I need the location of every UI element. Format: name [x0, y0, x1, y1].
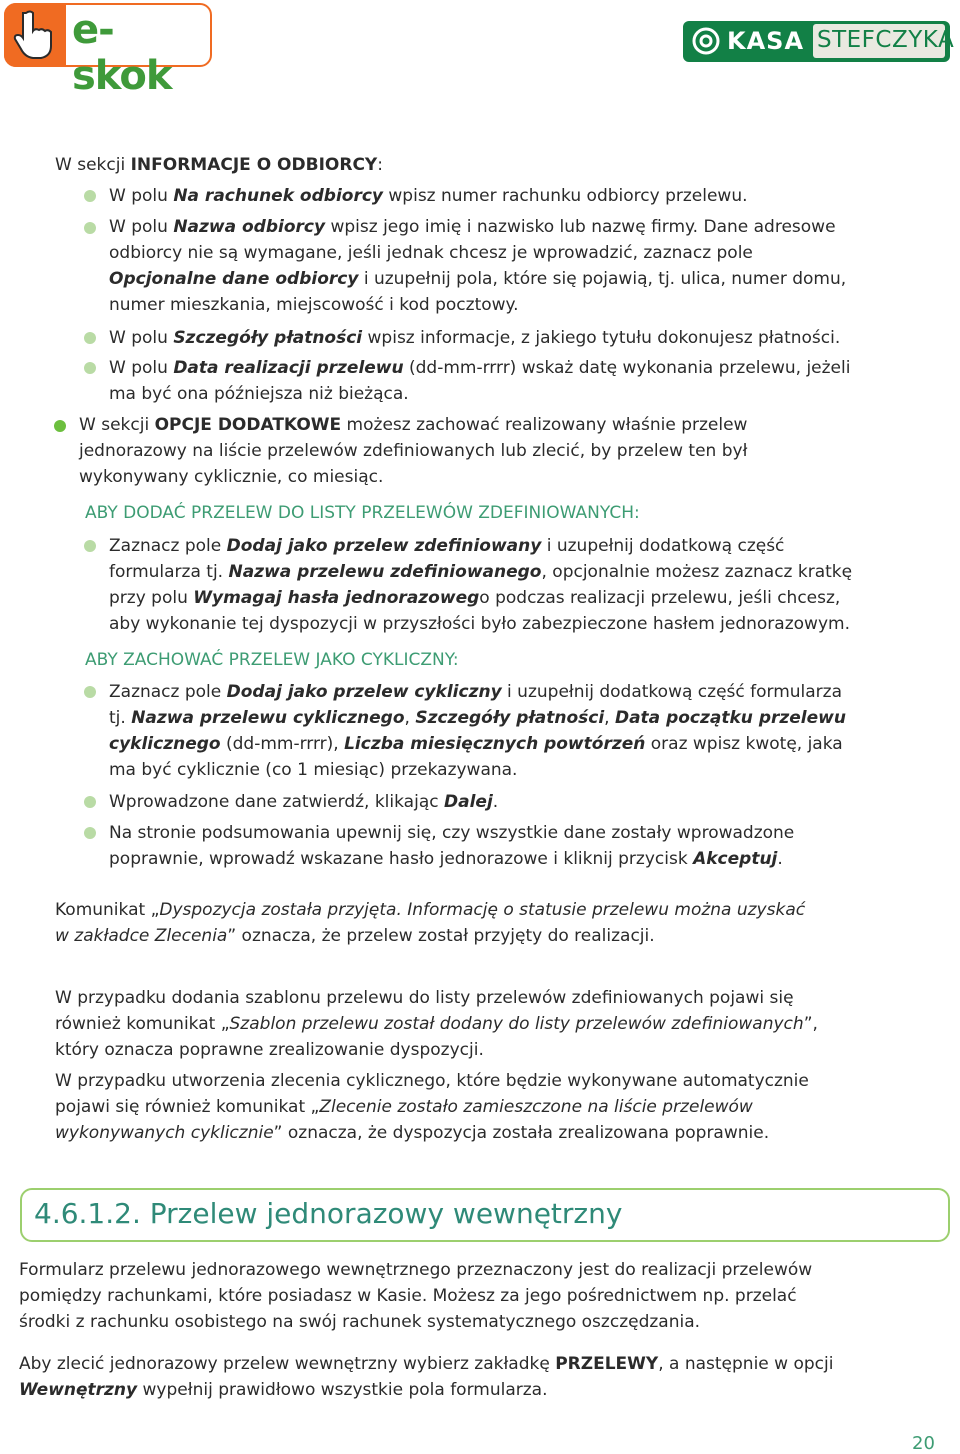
bullet-icon	[54, 420, 66, 432]
bullet-icon	[84, 190, 96, 202]
paragraph-line: w zakładce Zlecenia” oznacza, że przelew został przyjęty do realizacji.	[55, 926, 655, 946]
paragraph-line: W przypadku dodania szablonu przelewu do listy przelewów zdefiniowanych pojawi się	[55, 988, 794, 1008]
list-item-line: ma być ona późniejsza niż bieżąca.	[109, 384, 409, 404]
list-item-line: poprawnie, wprowadź wskazane hasło jednorazowe i kliknij przycisk Akceptuj.	[109, 849, 783, 869]
list-item-line: aby wykonanie tej dyspozycji w przyszłości było zabezpieczone hasłem jednorazowym.	[109, 614, 850, 634]
paragraph-line: wykonywanych cyklicznie” oznacza, że dyspozycja została zrealizowana poprawnie.	[55, 1123, 770, 1143]
kasa-logo-text: KASA	[727, 27, 805, 55]
paragraph-line: W przypadku utworzenia zlecenia cyklicznego, które będzie wykonywane automatycznie	[55, 1071, 809, 1091]
list-item: Zaznacz pole Dodaj jako przelew cykliczny i uzupełnij dodatkową część formularza	[109, 682, 843, 702]
list-item: W sekcji OPCJE DODATKOWE możesz zachować realizowany właśnie przelew	[79, 415, 748, 435]
list-item-line: odbiorcy nie są wymagane, jeśli jednak chcesz je wprowadzić, zaznacz pole	[109, 243, 753, 263]
kasa-stefczyka-logo	[683, 21, 955, 62]
subheading-cyclic-transfer: ABY ZACHOWAĆ PRZELEW JAKO CYKLICZNY:	[85, 650, 459, 670]
list-item-line: wykonywany cyklicznie, co miesiąc.	[79, 467, 384, 487]
paragraph-line: pojawi się również komunikat „Zlecenie zostało zamieszczone na liście przelewów	[55, 1097, 753, 1117]
paragraph-line: który oznacza poprawne zrealizowanie dyspozycji.	[55, 1040, 484, 1060]
list-item-line: formularza tj. Nazwa przelewu zdefiniowanego, opcjonalnie możesz zaznacz kratkę	[109, 562, 853, 582]
eskok-logo-text: e-skok	[72, 7, 172, 99]
bullet-icon	[84, 686, 96, 698]
section-intro: W sekcji INFORMACJE O ODBIORCY:	[55, 155, 383, 175]
bullet-icon	[84, 796, 96, 808]
paragraph-line: Komunikat „Dyspozycja została przyjęta. Informację o statusie przelewu można uzyskać	[55, 900, 806, 920]
section-title: 4.6.1.2. Przelew jednorazowy wewnętrzny	[34, 1197, 623, 1230]
list-item-line: Opcjonalne dane odbiorcy i uzupełnij pola, które się pojawią, tj. ulica, numer domu,	[109, 269, 847, 289]
kasa-emblem-icon	[691, 26, 721, 56]
paragraph-line: pomiędzy rachunkami, które posiadasz w Kasie. Możesz za jego pośrednictwem np. przelać	[19, 1286, 797, 1306]
bullet-icon	[84, 332, 96, 344]
page-header	[0, 0, 960, 99]
list-item: W polu Na rachunek odbiorcy wpisz numer rachunku odbiorcy przelewu.	[109, 186, 748, 206]
list-item-line: numer mieszkania, miejscowość i kod pocztowy.	[109, 295, 519, 315]
list-item: W polu Data realizacji przelewu (dd-mm-rrrr) wskaż datę wykonania przelewu, jeżeli	[109, 358, 851, 378]
paragraph-line: środki z rachunku osobistego na swój rachunek systematycznego oszczędzania.	[19, 1312, 701, 1332]
list-item: Na stronie podsumowania upewnij się, czy wszystkie dane zostały wprowadzone	[109, 823, 795, 843]
list-item: W polu Nazwa odbiorcy wpisz jego imię i nazwisko lub nazwę firmy. Dane adresowe	[109, 217, 836, 237]
list-item: Wprowadzone dane zatwierdź, klikając Dalej.	[109, 792, 499, 812]
paragraph-line: również komunikat „Szablon przelewu został dodany do listy przelewów zdefiniowanych”,	[55, 1014, 818, 1034]
page-number: 20	[912, 1433, 935, 1454]
stefczyka-logo-text: STEFCZYKA	[817, 27, 955, 53]
list-item-line: cyklicznego (dd-mm-rrrr), Liczba miesięcznych powtórzeń oraz wpisz kwotę, jaka	[109, 734, 843, 754]
bullet-icon	[84, 362, 96, 374]
bullet-icon	[84, 222, 96, 234]
list-item-line: tj. Nazwa przelewu cyklicznego, Szczegóły płatności, Data początku przelewu	[109, 708, 846, 728]
paragraph-line: Wewnętrzny wypełnij prawidłowo wszystkie pola formularza.	[19, 1380, 548, 1400]
list-item: W polu Szczegóły płatności wpisz informacje, z jakiego tytułu dokonujesz płatności.	[109, 328, 841, 348]
bullet-icon	[84, 827, 96, 839]
section-heading-box	[20, 1188, 950, 1242]
pointer-hand-icon	[4, 3, 66, 67]
list-item-line: jednorazowy na liście przelewów zdefiniowanych lub zlecić, by przelew ten był	[79, 441, 748, 461]
subheading-defined-transfer: ABY DODAĆ PRZELEW DO LISTY PRZELEWÓW ZDEFINIOWANYCH:	[85, 503, 640, 523]
list-item-line: ma być cyklicznie (co 1 miesiąc) przekazywana.	[109, 760, 518, 780]
list-item: Zaznacz pole Dodaj jako przelew zdefiniowany i uzupełnij dodatkową część	[109, 536, 785, 556]
list-item-line: przy polu Wymagaj hasła jednorazowego podczas realizacji przelewu, jeśli chcesz,	[109, 588, 841, 608]
bullet-icon	[84, 540, 96, 552]
stefczyka-label-box	[813, 24, 955, 58]
eskok-logo	[4, 3, 212, 99]
paragraph-line: Aby zlecić jednorazowy przelew wewnętrzny wybierz zakładkę PRZELEWY, a następnie w opcji	[19, 1354, 834, 1374]
paragraph-line: Formularz przelewu jednorazowego wewnętrznego przeznaczony jest do realizacji przelewów	[19, 1260, 813, 1280]
